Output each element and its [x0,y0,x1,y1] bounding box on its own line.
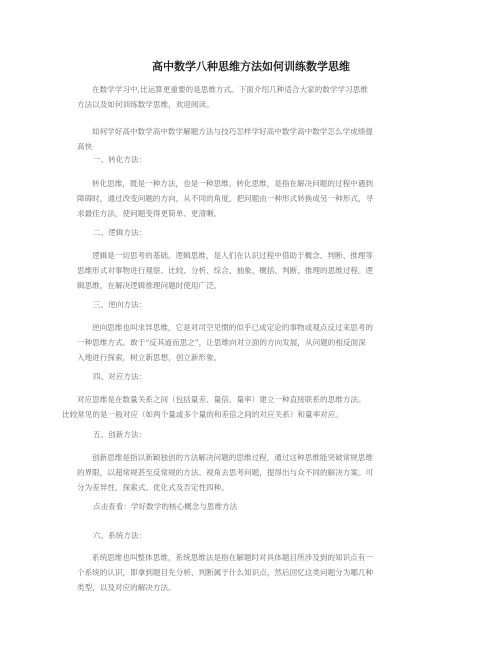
paragraph-line: 一种思维方式。敢于“反其道而思之”，让思维向对立面的方向发展，从问题的相反面深 [77,338,366,348]
paragraph-line: 比较常见的是一般对应（如两个量或多个量的和差倍之间的对应关系）和量率对应。 [62,410,343,420]
paragraph-line: 转化思维，既是一种方法，也是一种思维。转化思维，是指在解决问题的过程中遇到 [92,179,373,188]
related-link[interactable]: 点击查看：学好数学的核心概念与思维方法 [93,502,238,511]
paragraph-line: 逻辑是一切思考的基础。逻辑思维，是人们在认识过程中借助于概念、判断、推理等 [92,251,373,260]
section-paragraph [77,248,437,294]
paragraph-line: 创新思维是指以新颖独创的方法解决问题的思维过程，通过这种思维能突破常规思维 [92,453,373,462]
document-title: 高中数学八种思维方法如何训练数学思维 [152,60,350,73]
paragraph-line: 逆向思维也叫求异思维，它是对司空见惯的似乎已成定论的事物或观点反过来思考的 [92,323,373,332]
paragraph-line: 求最佳方法，使问题变得更简单、更清晰。 [77,209,222,219]
paragraph-line: 的界限，以超常规甚至反常规的方法、视角去思考问题，提得出与众不同的解决方案。可 [77,468,374,478]
intro-paragraph [77,82,437,112]
paragraph-line: 障碍时，通过改变问题的方向，从不同的角度，把问题由一种形式转换成另一种形式，寻 [77,194,374,204]
paragraph-line: 如何学好高中数学高中数学解题方法与技巧怎样学好高中数学高中数学怎么学成绩提 [92,127,373,136]
section-heading: 四、对应方法： [93,372,147,381]
section-heading: 六、系统方法： [93,531,147,540]
section-paragraph [62,392,442,422]
paragraph-line: 辑思维，在解决逻辑推理问题时使用广泛。 [77,281,222,291]
section-heading: 二、逻辑方法： [93,228,147,237]
section-paragraph [77,176,437,222]
paragraph-line: 类型，以及对应的解决方法。 [77,583,176,593]
paragraph-line: 思维形式对事物进行观察、比较、分析、综合、抽象、概括、判断、推理的思维过程。逻 [77,266,374,276]
section-paragraph [77,320,437,366]
section-paragraph [77,450,437,496]
paragraph-line: 在数学学习中,比运算更重要的是思维方式。下面介绍几种适合大家的数学学习思维 [92,85,368,94]
paragraph-line: 方法以及如何训练数学思维，欢迎阅读。 [77,100,214,110]
section-heading: 一、转化方法： [93,155,147,164]
paragraph-line: 高快 [77,142,93,152]
paragraph-line: 系统思维也叫整体思维，系统思维法是指在解题时对具体题目所涉及到的知识点有一 [92,553,373,562]
section-heading: 五、创新方法： [93,430,147,439]
section-heading: 三、逆向方法： [93,300,147,309]
intro2-paragraph [77,124,437,154]
paragraph-line: 个系统的认识，即拿到题目先分析、判断属于什么知识点，然后回忆这类问题分为哪几种 [77,568,374,578]
paragraph-line: 对应思维是在数量关系之间（包括量差、量倍、量率）建立一种直接联系的思维方法。 [77,395,366,404]
paragraph-line: 分为差异性、探索式、优化式及否定性四种。 [77,483,229,493]
section-paragraph [77,550,437,596]
paragraph-line: 入地进行探索，树立新思想，创立新形象。 [77,353,222,363]
